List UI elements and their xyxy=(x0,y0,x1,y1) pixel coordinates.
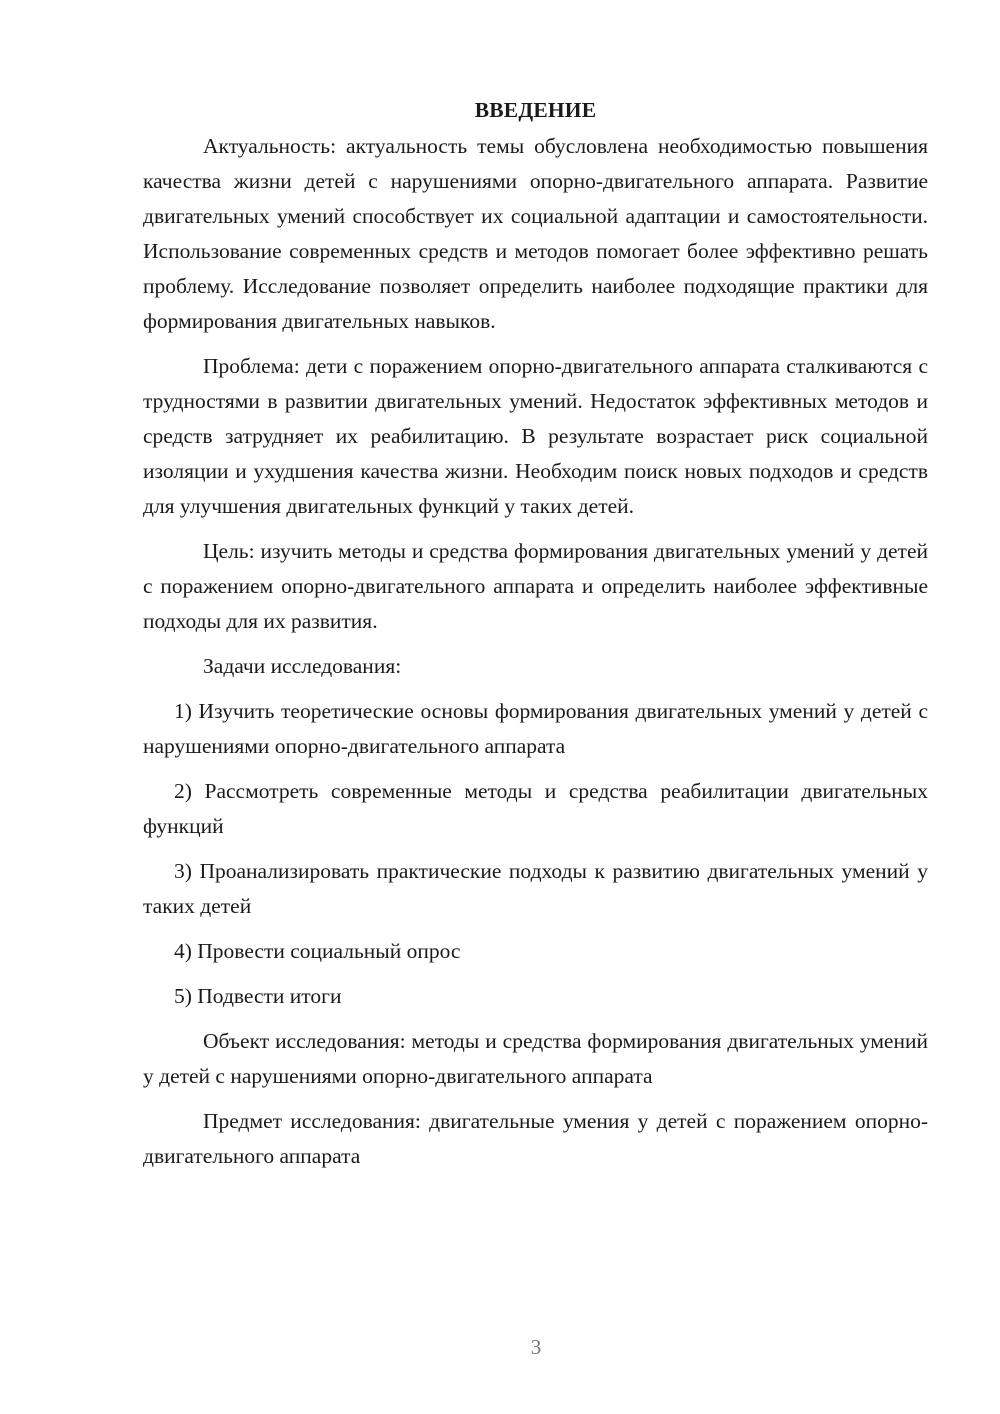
paragraph-goal: Цель: изучить методы и средства формирования двигательных умений у детей с поражением опорно-двигательного аппарата и определить наиболее эффективные подходы для их развития. xyxy=(143,539,928,633)
paragraph-relevance: Актуальность: актуальность темы обусловлена необходимостью повышения качества жизни детей с нарушениями опорно-двигательного аппарата. Развитие двигательных умений способствует их социальной адаптации и самостоятельности. Использование современных средств и методов помогает более эффективно решать проблему. Исследование позволяет определить наиболее подходящие практики для формирования двигательных навыков. xyxy=(143,134,928,333)
paragraph-object: Объект исследования: методы и средства формирования двигательных умений у детей с нарушениями опорно-двигательного аппарата xyxy=(143,1029,928,1088)
task-item-1: 1) Изучить теоретические основы формирования двигательных умений у детей с нарушениями опорно-двигательного аппарата xyxy=(143,699,928,758)
page-number: 3 xyxy=(530,1335,542,1359)
page-title: ВВЕДЕНИЕ xyxy=(474,98,597,122)
tasks-heading: Задачи исследования: xyxy=(203,654,402,678)
page-content xyxy=(143,92,928,1184)
paragraph-problem: Проблема: дети с поражением опорно-двигательного аппарата сталкиваются с трудностями в развитии двигательных умений. Недостаток эффективных методов и средств затрудняет их реабилитацию. В результате возрастает риск социальной изоляции и ухудшения качества жизни. Необходим поиск новых подходов и средств для улучшения двигательных функций у таких детей. xyxy=(143,354,928,518)
paragraph-subject: Предмет исследования: двигательные умения у детей с поражением опорно-двигательного аппарата xyxy=(143,1109,928,1168)
task-item-4: 4) Провести социальный опрос xyxy=(174,939,461,963)
task-item-2: 2) Рассмотреть современные методы и средства реабилитации двигательных функций xyxy=(143,779,928,838)
task-item-5: 5) Подвести итоги xyxy=(174,984,342,1008)
task-item-3: 3) Проанализировать практические подходы к развитию двигательных умений у таких детей xyxy=(143,859,928,918)
